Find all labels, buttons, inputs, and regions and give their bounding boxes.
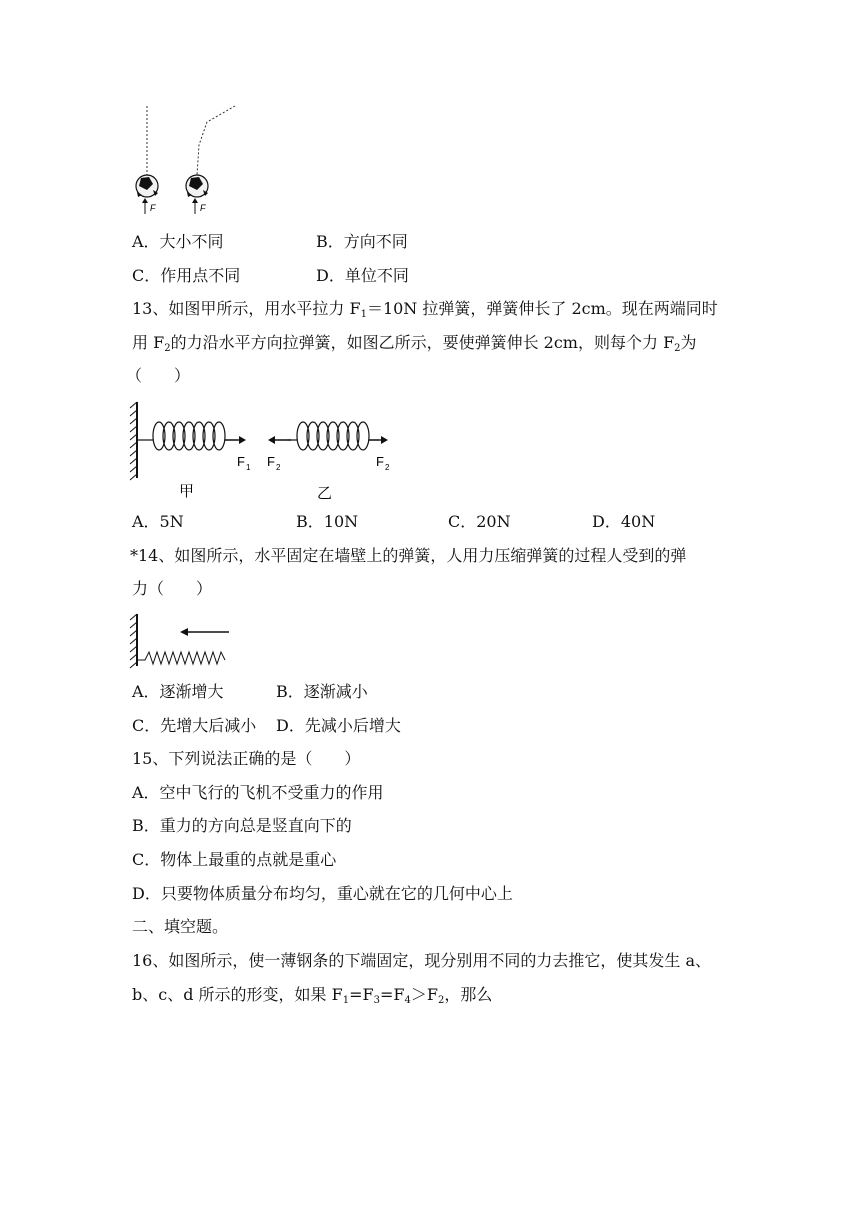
spring-jia [137,422,237,450]
zigzag-spring [137,652,225,664]
q16-subscript: 4 [404,995,411,1006]
q13-stem-line1 [132,299,718,325]
q13-stem-text: 用 F [132,333,165,352]
q14-option-a[interactable]: A．逐渐增大 [132,682,224,701]
q16-stem-text: =F [380,985,405,1004]
force-label-left: F [150,203,156,213]
q12-option-b[interactable]: B．方向不同 [316,232,408,251]
label-jia: 甲 [179,483,195,500]
push-arrow [180,628,229,636]
q13-option-a[interactable]: A．5N [132,512,184,531]
string-bent [197,106,235,175]
q12-option-a[interactable]: A．大小不同 [132,232,224,251]
arrow-f1 [225,436,246,444]
force-arrow-right [192,198,198,214]
q16-subscript: 2 [438,995,445,1006]
q13-option-d[interactable]: D．40N [592,512,656,531]
label-f2-right: F [376,454,384,469]
q14-option-d[interactable]: D．先减小后增大 [276,716,401,735]
label-f2-right-sub: 2 [385,463,390,472]
soccer-ball-icon [136,175,158,197]
label-f1: F [237,454,245,469]
wall-icon [130,614,137,668]
label-f2-left: F [267,454,275,469]
q16-stem-line2 [132,985,492,1011]
q13-stem-text: 13、如图甲所示，用水平拉力 F [132,299,361,318]
q16-stem-text: b、c、d 所示的形变，如果 F [132,985,343,1004]
force-label-right: F [200,203,206,213]
soccer-ball-figure [125,100,245,220]
q14-option-c[interactable]: C．先增大后减小 [132,716,257,735]
q12-option-d[interactable]: D．单位不同 [316,266,409,285]
force-arrow-left [142,198,148,214]
q13-stem-text: 的力沿水平方向拉弹簧，如图乙所示，要使弹簧伸长 2cm，则每个力 F [170,333,675,352]
label-f1-sub: 1 [246,463,251,472]
q12-option-c[interactable]: C．作用点不同 [132,266,241,285]
soccer-ball-icon [186,175,208,197]
label-f2-left-sub: 2 [276,463,281,472]
q13-subscript: 2 [674,343,681,354]
label-yi: 乙 [317,485,333,502]
q15-option-b[interactable]: B．重力的方向总是竖直向下的 [132,816,352,835]
q13-subscript: 1 [360,309,367,320]
q16-stem-text: ，那么 [444,985,493,1004]
spring-figure [125,396,405,506]
q13-option-c[interactable]: C．20N [448,512,511,531]
compressed-spring-figure [125,612,235,672]
q13-answer-blank[interactable]: （ ） [126,366,191,385]
wall-icon [130,402,137,480]
q16-subscript: 1 [342,995,350,1006]
q14-stem-line1: *14、如图所示，水平固定在墙壁上的弹簧，人用力压缩弹簧的过程人受到的弹 [130,546,687,565]
q16-stem-text: ＞F [410,985,438,1004]
q14-option-b[interactable]: B．逐渐减小 [276,682,368,701]
q16-subscript: 3 [373,995,380,1006]
q15-option-c[interactable]: C．物体上最重的点就是重心 [132,850,337,869]
q15-stem: 15、下列说法正确的是（ ） [132,749,361,768]
q13-stem-line2 [132,333,697,359]
q13-option-b[interactable]: B．10N [296,512,359,531]
q14-stem-line2: 力（ ） [132,579,213,598]
q13-stem-text: ＝10N 拉弹簧，弹簧伸长了 2cm。现在两端同时 [366,299,718,318]
q16-stem-text: =F [349,985,374,1004]
q13-stem-text: 为 [680,333,697,352]
q15-option-a[interactable]: A．空中飞行的飞机不受重力的作用 [132,783,384,802]
spring-yi [287,422,379,450]
section-heading: 二、填空题。 [132,917,229,936]
q16-stem-line1: 16、如图所示，使一薄钢条的下端固定，现分别用不同的力去推它，使其发生 a、 [132,951,711,970]
q15-option-d[interactable]: D．只要物体质量分布均匀，重心就在它的几何中心上 [132,884,513,903]
arrow-f2-right [369,436,388,444]
q13-subscript: 2 [164,343,171,354]
